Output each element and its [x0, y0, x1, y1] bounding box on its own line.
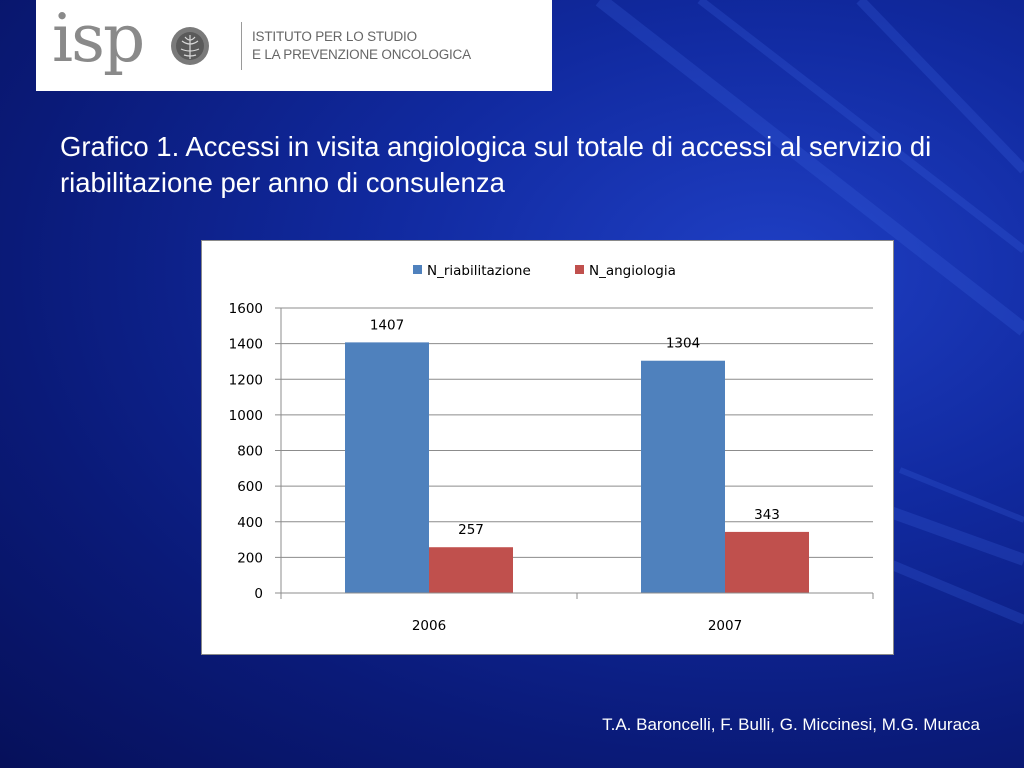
logo-line-1: ISTITUTO PER LO STUDIO [252, 29, 417, 44]
x-tick-label: 2006 [411, 618, 447, 634]
bar [641, 361, 725, 593]
chart-svg [202, 241, 895, 656]
y-tick-label: 200 [237, 550, 263, 567]
legend-label: N_angiologia [589, 263, 676, 279]
y-tick-label: 1600 [228, 301, 263, 317]
logo-divider [241, 22, 242, 70]
y-tick-label: 400 [237, 514, 263, 531]
bar [345, 342, 429, 593]
logo-line-2: E LA PREVENZIONE ONCOLOGICA [252, 47, 471, 62]
y-tick-label: 600 [237, 479, 263, 496]
legend-swatch [575, 265, 584, 274]
legend-swatch [413, 265, 422, 274]
logo [36, 0, 552, 91]
bar [725, 532, 809, 593]
data-label: 257 [458, 522, 484, 539]
data-label: 1407 [369, 317, 405, 334]
logo-emblem-icon [170, 23, 210, 69]
x-tick-label: 2007 [707, 618, 743, 634]
legend-label: N_riabilitazione [427, 263, 531, 279]
logo-wordmark: isp [52, 0, 144, 77]
y-tick-label: 800 [237, 443, 263, 460]
slide-title: Grafico 1. Accessi in visita angiologica sul totale di accessi al servizio di riabilitazione per anno di consulenza [60, 131, 932, 198]
y-tick-label: 1400 [228, 336, 263, 353]
data-label: 1304 [665, 335, 701, 352]
y-tick-label: 1000 [228, 407, 263, 424]
data-label: 343 [754, 506, 780, 523]
bar [429, 547, 513, 593]
authors: T.A. Baroncelli, F. Bulli, G. Miccinesi, M.G. Muraca [602, 715, 980, 734]
logo-text [252, 28, 471, 64]
y-tick-label: 1200 [228, 372, 263, 389]
chart [201, 240, 894, 655]
y-tick-label: 0 [254, 586, 263, 602]
